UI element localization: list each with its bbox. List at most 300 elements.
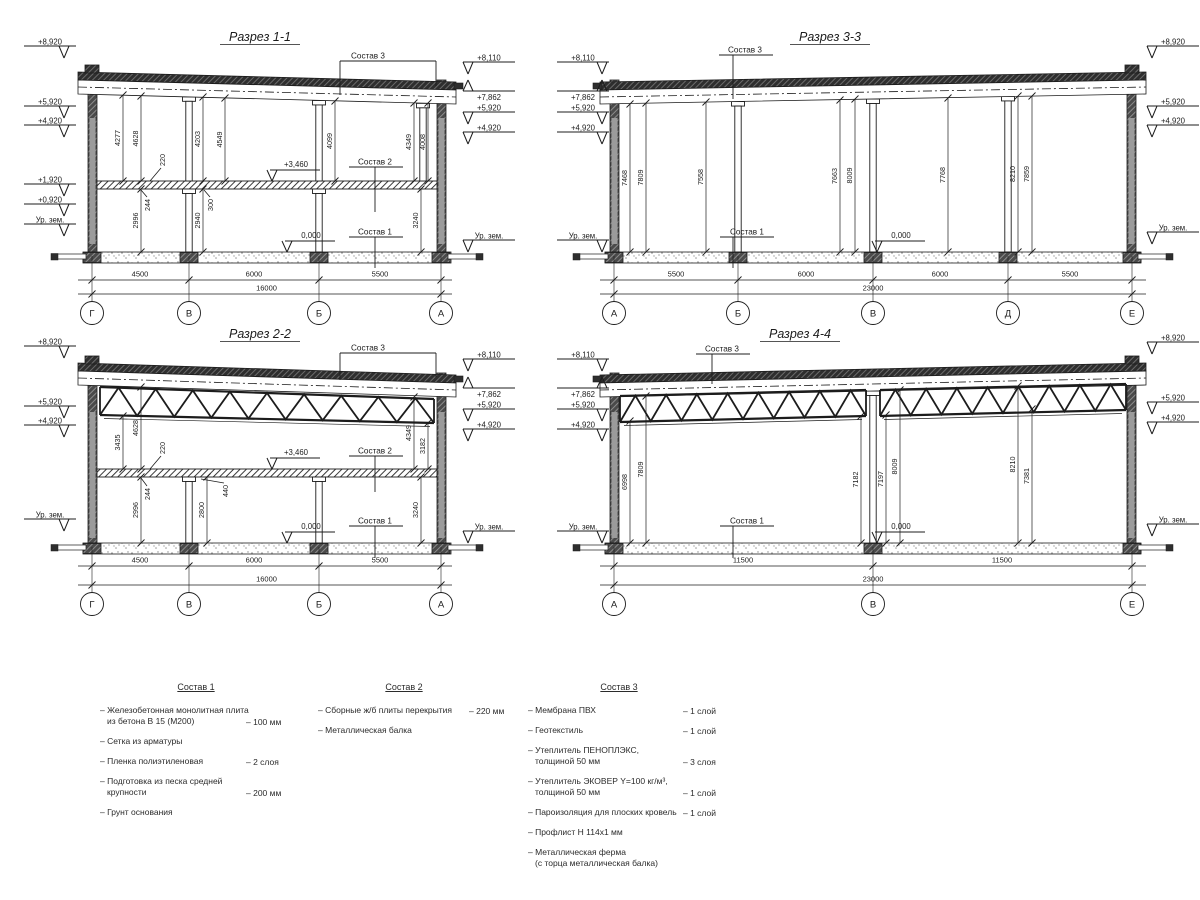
legend-item-text: – Пароизоляция для плоских кровель xyxy=(528,807,677,817)
wall-window-band xyxy=(90,412,96,538)
elevation-arrow xyxy=(468,62,473,74)
total-dim-label: 23000 xyxy=(862,283,884,293)
column xyxy=(870,396,876,544)
elevation-arrow xyxy=(463,359,468,371)
elevation-arrow xyxy=(468,80,473,91)
callout-label: Состав 1 xyxy=(730,516,764,526)
level-label: +3,460 xyxy=(283,448,309,457)
elevation-arrow xyxy=(64,204,69,216)
dim-leader xyxy=(141,478,147,486)
elevation-arrow xyxy=(468,377,473,388)
elevation-arrow xyxy=(59,125,64,137)
legend-item-value: – 3 слоя xyxy=(683,757,716,767)
elevation-arrow xyxy=(1152,422,1157,434)
legend-item xyxy=(528,745,716,767)
elevation-label: +4,920 xyxy=(37,116,63,126)
elevation-arrow xyxy=(1147,106,1152,118)
dimension-label-small: 220 xyxy=(158,442,167,454)
dimension-label: 2940 xyxy=(192,212,202,229)
total-dim-label: 16000 xyxy=(256,574,277,584)
elevation-label: Ур. зем. xyxy=(568,522,598,532)
column xyxy=(316,194,322,253)
legend-item xyxy=(528,807,716,818)
elevation-arrow xyxy=(1152,232,1157,244)
dim-leader xyxy=(204,190,210,197)
floor-slab xyxy=(97,181,437,189)
elevation-arrow xyxy=(463,531,468,543)
span-dim-label: 6000 xyxy=(797,269,815,279)
dimension-label-small: 244 xyxy=(143,199,152,211)
elevation-arrow xyxy=(59,224,64,236)
elevation-arrow xyxy=(64,125,69,137)
legend-item-text: – Сетка из арматуры xyxy=(100,736,183,746)
callout-label: Состав 2 xyxy=(358,157,392,167)
elevation-arrow xyxy=(468,359,473,371)
elevation-arrow xyxy=(59,519,64,531)
ground-ledge-tip xyxy=(51,254,58,261)
elevation-label: +5,920 xyxy=(1160,97,1186,107)
level-arrow xyxy=(267,458,272,469)
legend-block xyxy=(528,682,716,878)
parapet-cap xyxy=(85,65,99,73)
axis-bubble-label: В xyxy=(185,599,193,611)
elevation-arrow xyxy=(64,346,69,358)
legend-item xyxy=(100,807,292,818)
legend-item-value: – 2 слоя xyxy=(246,757,279,767)
elevation-arrow xyxy=(1152,125,1157,137)
elevation-arrow xyxy=(602,240,607,252)
elevation-label: +8,110 xyxy=(571,350,595,360)
legend-item xyxy=(528,725,716,736)
dimension-label-small: 300 xyxy=(206,199,215,211)
elevation-arrow xyxy=(1147,125,1152,137)
level-arrow xyxy=(272,170,277,181)
callout-label: Состав 1 xyxy=(358,516,392,526)
elevation-arrow xyxy=(602,62,607,74)
legend-item-text: толщиной 50 мм xyxy=(535,787,601,797)
column xyxy=(316,482,322,544)
elevation-arrow xyxy=(468,409,473,421)
span-dim-label: 5500 xyxy=(371,555,389,565)
level-arrow xyxy=(282,532,287,543)
elevation-arrow xyxy=(64,184,69,196)
elevation-label: +7,862 xyxy=(570,93,596,102)
total-dim-label: 16000 xyxy=(256,283,277,293)
legend-title: Состав 2 xyxy=(385,682,423,692)
ground-ledge-tip xyxy=(573,545,580,552)
legend-item-value: – 1 слой xyxy=(683,726,716,736)
legend-item-text: – Пленка полиэтиленовая xyxy=(100,756,204,766)
dim-leader xyxy=(150,168,161,181)
dimension-label: 7381 xyxy=(1021,468,1031,484)
column xyxy=(870,104,876,253)
elevation-label: +5,920 xyxy=(37,397,63,407)
legend-item-text: из бетона В 15 (М200) xyxy=(107,716,195,726)
legend-item-text: – Металлическая балка xyxy=(318,725,412,735)
elevation-arrow xyxy=(597,240,602,252)
dimension-label: 7859 xyxy=(1021,166,1031,182)
elevation-label: Ур. зем. xyxy=(1158,223,1188,233)
ground-ledge-tip xyxy=(476,254,483,261)
axis-bubble-label: Б xyxy=(315,308,323,320)
parapet-cap xyxy=(85,356,99,364)
column xyxy=(186,101,192,181)
elevation-label: +7,862 xyxy=(476,93,502,102)
elevation-label: +4,920 xyxy=(570,123,596,133)
legend-item xyxy=(100,736,292,747)
dimension-label: 4349 xyxy=(403,425,413,441)
column-cap xyxy=(183,189,196,194)
axis-bubble-label: Е xyxy=(1128,599,1136,611)
axis-bubble-label: А xyxy=(610,599,618,611)
dimension-label: 7182 xyxy=(850,471,860,488)
dimension-label: 4628 xyxy=(130,420,140,436)
wall-window-band xyxy=(612,412,618,538)
dimension-label: 3240 xyxy=(410,502,420,518)
level-label: 0,000 xyxy=(891,522,911,531)
level-arrow xyxy=(287,241,292,252)
elevation-arrow xyxy=(463,429,468,441)
elevation-arrow xyxy=(597,112,602,124)
ground-ledge-tip xyxy=(476,545,483,552)
axis-bubble-label: Г xyxy=(89,599,95,611)
callout-label: Состав 1 xyxy=(730,227,764,237)
dimension-label-small: 440 xyxy=(221,485,230,497)
axis-bubble-label: Д xyxy=(1004,308,1012,320)
axis-bubble-label: А xyxy=(437,308,445,320)
dimension-label: 8009 xyxy=(844,167,854,184)
legend-item-text: – Железобетонная монолитная плита xyxy=(100,705,249,715)
elevation-label: +4,920 xyxy=(1160,413,1186,423)
ground-slab xyxy=(83,252,451,263)
dimension-label: 7663 xyxy=(829,168,839,184)
dimension-label: 4349 xyxy=(403,134,413,150)
dimension-label: 6998 xyxy=(619,474,629,490)
elevation-label: +8,110 xyxy=(477,350,501,360)
axis-bubble-label: Е xyxy=(1128,308,1136,320)
elevation-label: +5,920 xyxy=(570,103,596,113)
elevation-arrow xyxy=(64,425,69,437)
column xyxy=(186,482,192,544)
dimension-label: 8210 xyxy=(1007,456,1017,473)
dimension-label: 2996 xyxy=(130,502,140,518)
elevation-arrow xyxy=(1152,524,1157,536)
legend-title: Состав 1 xyxy=(177,682,215,692)
span-dim-label: 5500 xyxy=(1061,269,1079,279)
span-dim-label: 6000 xyxy=(245,555,263,565)
span-dim-label: 11500 xyxy=(732,555,754,565)
callout-label: Состав 1 xyxy=(358,227,392,237)
level-label: 0,000 xyxy=(301,231,321,240)
level-arrow xyxy=(267,170,272,181)
axis-bubble-label: В xyxy=(185,308,193,320)
dimension-label: 4549 xyxy=(214,131,224,148)
dim-leader xyxy=(201,479,224,483)
elevation-arrow xyxy=(468,429,473,441)
dimension-label: 7468 xyxy=(619,170,629,186)
legend-item-text: – Геотекстиль xyxy=(528,725,584,735)
axis-bubble-label: А xyxy=(610,308,618,320)
dimension-label: 4008 xyxy=(417,134,427,150)
parapet-cap xyxy=(1125,356,1139,364)
elevation-label: +8,920 xyxy=(37,37,63,47)
elevation-arrow xyxy=(602,112,607,124)
legend-item xyxy=(100,756,292,767)
elevation-arrow xyxy=(602,132,607,144)
column-cap xyxy=(867,99,880,104)
section-title: Разрез 2-2 xyxy=(229,327,291,341)
column-cap xyxy=(313,189,326,194)
elevation-arrow xyxy=(1152,106,1157,118)
legend-item-text: – Утеплитель ЭКОВЕР Y=100 кг/м³, xyxy=(528,776,668,786)
wall-window-band xyxy=(439,118,445,244)
level-arrow xyxy=(877,532,882,543)
legend-item xyxy=(528,776,716,798)
elevation-label: +4,920 xyxy=(1160,116,1186,126)
dimension-label: 3435 xyxy=(112,434,122,451)
elevation-label: +5,920 xyxy=(476,400,502,410)
elevation-arrow xyxy=(59,425,64,437)
elevation-label: Ур. зем. xyxy=(35,510,65,520)
span-dim-label: 5500 xyxy=(667,269,685,279)
elevation-arrow xyxy=(597,409,602,421)
span-dim-label: 5500 xyxy=(371,269,389,279)
elevation-arrow xyxy=(64,519,69,531)
level-label: 0,000 xyxy=(891,231,911,240)
elevation-arrow xyxy=(1152,46,1157,58)
elevation-label: +4,920 xyxy=(37,416,63,426)
legend-item-text: крупности xyxy=(107,787,147,797)
elevation-label: Ур. зем. xyxy=(474,522,504,532)
elevation-label: +7,862 xyxy=(570,390,596,399)
elevation-arrow xyxy=(64,224,69,236)
roof-end-plate xyxy=(454,83,463,89)
section-title: Разрез 1-1 xyxy=(229,30,291,44)
legend-block xyxy=(318,682,505,745)
legend-item xyxy=(100,776,292,798)
ground-ledge-tip xyxy=(1166,254,1173,261)
legend-item-text: – Подготовка из песка средней xyxy=(100,776,223,786)
elevation-label: +4,920 xyxy=(476,420,502,430)
elevation-arrow xyxy=(463,240,468,252)
legend-item-value: – 200 мм xyxy=(246,788,282,798)
elevation-label: +8,110 xyxy=(571,53,595,63)
legend-title: Состав 3 xyxy=(600,682,638,692)
elevation-arrow xyxy=(463,377,468,388)
dimension-label: 7809 xyxy=(635,461,645,478)
floor-slab xyxy=(97,469,437,477)
dimension-label: 7558 xyxy=(695,169,705,185)
legend-item xyxy=(318,725,490,736)
elevation-label: +8,920 xyxy=(1160,37,1186,47)
elevation-arrow xyxy=(1147,422,1152,434)
elevation-arrow xyxy=(59,346,64,358)
dimension-label: 7197 xyxy=(875,471,885,487)
legend-item-value: – 100 мм xyxy=(246,717,282,727)
column-cap xyxy=(313,477,326,482)
legend-item-text: – Утеплитель ПЕНОПЛЭКС, xyxy=(528,745,639,755)
elevation-arrow xyxy=(597,132,602,144)
span-dim-label: 11500 xyxy=(991,555,1013,565)
ground-ledge-tip xyxy=(1166,545,1173,552)
elevation-arrow xyxy=(463,132,468,144)
wall-window-band xyxy=(1129,118,1135,244)
callout-label: Состав 3 xyxy=(351,51,385,61)
elevation-arrow xyxy=(468,112,473,124)
column-cap xyxy=(732,102,745,107)
dimension-label: 2996 xyxy=(130,212,140,229)
truss-bottom-chord xyxy=(100,415,434,423)
legend-item-text: – Профлист Н 114х1 мм xyxy=(528,827,623,837)
dimension-label-small: 244 xyxy=(143,488,152,500)
dimension-label: 8009 xyxy=(889,458,899,475)
legend-block xyxy=(100,682,292,827)
elevation-label: +1,920 xyxy=(37,175,63,185)
elevation-label: +5,920 xyxy=(37,97,63,107)
column-cap xyxy=(183,97,196,102)
elevation-arrow xyxy=(59,204,64,216)
elevation-arrow xyxy=(1152,342,1157,354)
elevation-arrow xyxy=(463,62,468,74)
callout-label: Состав 3 xyxy=(351,343,385,353)
section-title: Разрез 4-4 xyxy=(769,327,831,341)
dimension-label: 4099 xyxy=(324,133,334,149)
legend-item-text: – Грунт основания xyxy=(100,807,173,817)
elevation-arrow xyxy=(64,46,69,58)
elevation-arrow xyxy=(597,62,602,74)
column-cap xyxy=(183,477,196,482)
elevation-arrow xyxy=(468,132,473,144)
span-dim-label: 4500 xyxy=(131,269,149,279)
elevation-arrow xyxy=(597,429,602,441)
dimension-label-small: 220 xyxy=(158,154,167,166)
callout-label: Состав 3 xyxy=(705,344,739,354)
callout-label: Состав 3 xyxy=(728,45,762,55)
elevation-arrow xyxy=(1147,524,1152,536)
callout-label: Состав 2 xyxy=(358,446,392,456)
dimension-label: 8210 xyxy=(1007,166,1017,183)
elevation-label: +4,920 xyxy=(570,420,596,430)
elevation-label: +0,920 xyxy=(37,195,63,205)
elevation-arrow xyxy=(602,429,607,441)
dimension-label: 4203 xyxy=(192,131,202,147)
elevation-label: +8,920 xyxy=(37,337,63,347)
level-label: +3,460 xyxy=(283,160,309,169)
column-cap xyxy=(1002,96,1015,101)
dimension-label: 4628 xyxy=(130,130,140,147)
elevation-label: Ур. зем. xyxy=(35,215,65,225)
elevation-arrow xyxy=(59,46,64,58)
legend-item xyxy=(100,705,292,727)
roof-end-plate xyxy=(454,376,463,382)
dim-leader xyxy=(141,190,147,197)
elevation-label: +5,920 xyxy=(570,400,596,410)
section-title: Разрез 3-3 xyxy=(799,30,861,44)
elevation-label: Ур. зем. xyxy=(474,231,504,241)
elevation-arrow xyxy=(463,409,468,421)
dimension-label: 7809 xyxy=(635,169,645,186)
elevation-arrow xyxy=(463,80,468,91)
level-arrow xyxy=(287,532,292,543)
column xyxy=(186,194,192,253)
elevation-label: Ур. зем. xyxy=(1158,515,1188,525)
legend-item xyxy=(528,705,716,716)
dimension-label: 3182 xyxy=(417,438,427,454)
elevation-arrow xyxy=(468,240,473,252)
column-cap xyxy=(867,391,880,396)
parapet-cap xyxy=(1125,65,1139,73)
elevation-arrow xyxy=(1147,46,1152,58)
total-dim-label: 23000 xyxy=(862,574,884,584)
legend-item-value: – 220 мм xyxy=(469,706,505,716)
elevation-arrow xyxy=(1147,232,1152,244)
wall-window-band xyxy=(439,412,445,538)
dimension-label: 7768 xyxy=(937,167,947,183)
span-dim-label: 6000 xyxy=(245,269,263,279)
axis-bubble-label: А xyxy=(437,599,445,611)
elevation-label: +5,920 xyxy=(1160,393,1186,403)
level-label: 0,000 xyxy=(301,522,321,531)
elevation-arrow xyxy=(1147,342,1152,354)
level-arrow xyxy=(877,241,882,252)
elevation-arrow xyxy=(1152,402,1157,414)
column-cap xyxy=(313,100,326,105)
elevation-arrow xyxy=(59,184,64,196)
legend-item-text: – Металлическая ферма xyxy=(528,847,626,857)
ground-ledge-tip xyxy=(573,254,580,261)
legend-item xyxy=(528,827,710,838)
dimension-label: 3240 xyxy=(410,212,420,229)
elevation-label: +8,110 xyxy=(477,53,501,63)
elevation-label: +4,920 xyxy=(476,123,502,133)
legend-item-text: толщиной 50 мм xyxy=(535,756,601,766)
level-arrow xyxy=(272,458,277,469)
axis-bubble-label: Б xyxy=(734,308,742,320)
legend-item-value: – 1 слой xyxy=(683,808,716,818)
dimension-label: 2800 xyxy=(196,502,206,518)
elevation-arrow xyxy=(64,106,69,118)
legend-item xyxy=(318,705,505,716)
legend-item-text: (с торца металлическая балка) xyxy=(535,858,658,868)
ground-slab xyxy=(83,543,451,554)
axis-bubble-label: Б xyxy=(315,599,323,611)
elevation-label: +7,862 xyxy=(476,390,502,399)
elevation-arrow xyxy=(602,531,607,543)
dim-leader xyxy=(150,456,161,469)
wall-window-band xyxy=(90,118,96,244)
legend-item-text: – Мембрана ПВХ xyxy=(528,705,596,715)
elevation-arrow xyxy=(597,359,602,371)
elevation-arrow xyxy=(463,112,468,124)
elevation-arrow xyxy=(602,409,607,421)
wall-window-band xyxy=(1129,412,1135,538)
wall-window-band xyxy=(612,118,618,244)
axis-bubble-label: В xyxy=(869,308,877,320)
legend-item-value: – 1 слой xyxy=(683,706,716,716)
legend-item-value: – 1 слой xyxy=(683,788,716,798)
ground-ledge-tip xyxy=(51,545,58,552)
elevation-arrow xyxy=(602,359,607,371)
legend-item xyxy=(528,847,710,869)
elevation-label: +8,920 xyxy=(1160,333,1186,343)
elevation-arrow xyxy=(468,531,473,543)
span-dim-label: 4500 xyxy=(131,555,149,565)
level-arrow xyxy=(282,241,287,252)
elevation-label: Ур. зем. xyxy=(568,231,598,241)
legend-item-text: – Сборные ж/б плиты перекрытия xyxy=(318,705,452,715)
dimension-label: 4277 xyxy=(112,130,122,146)
elevation-arrow xyxy=(64,406,69,418)
